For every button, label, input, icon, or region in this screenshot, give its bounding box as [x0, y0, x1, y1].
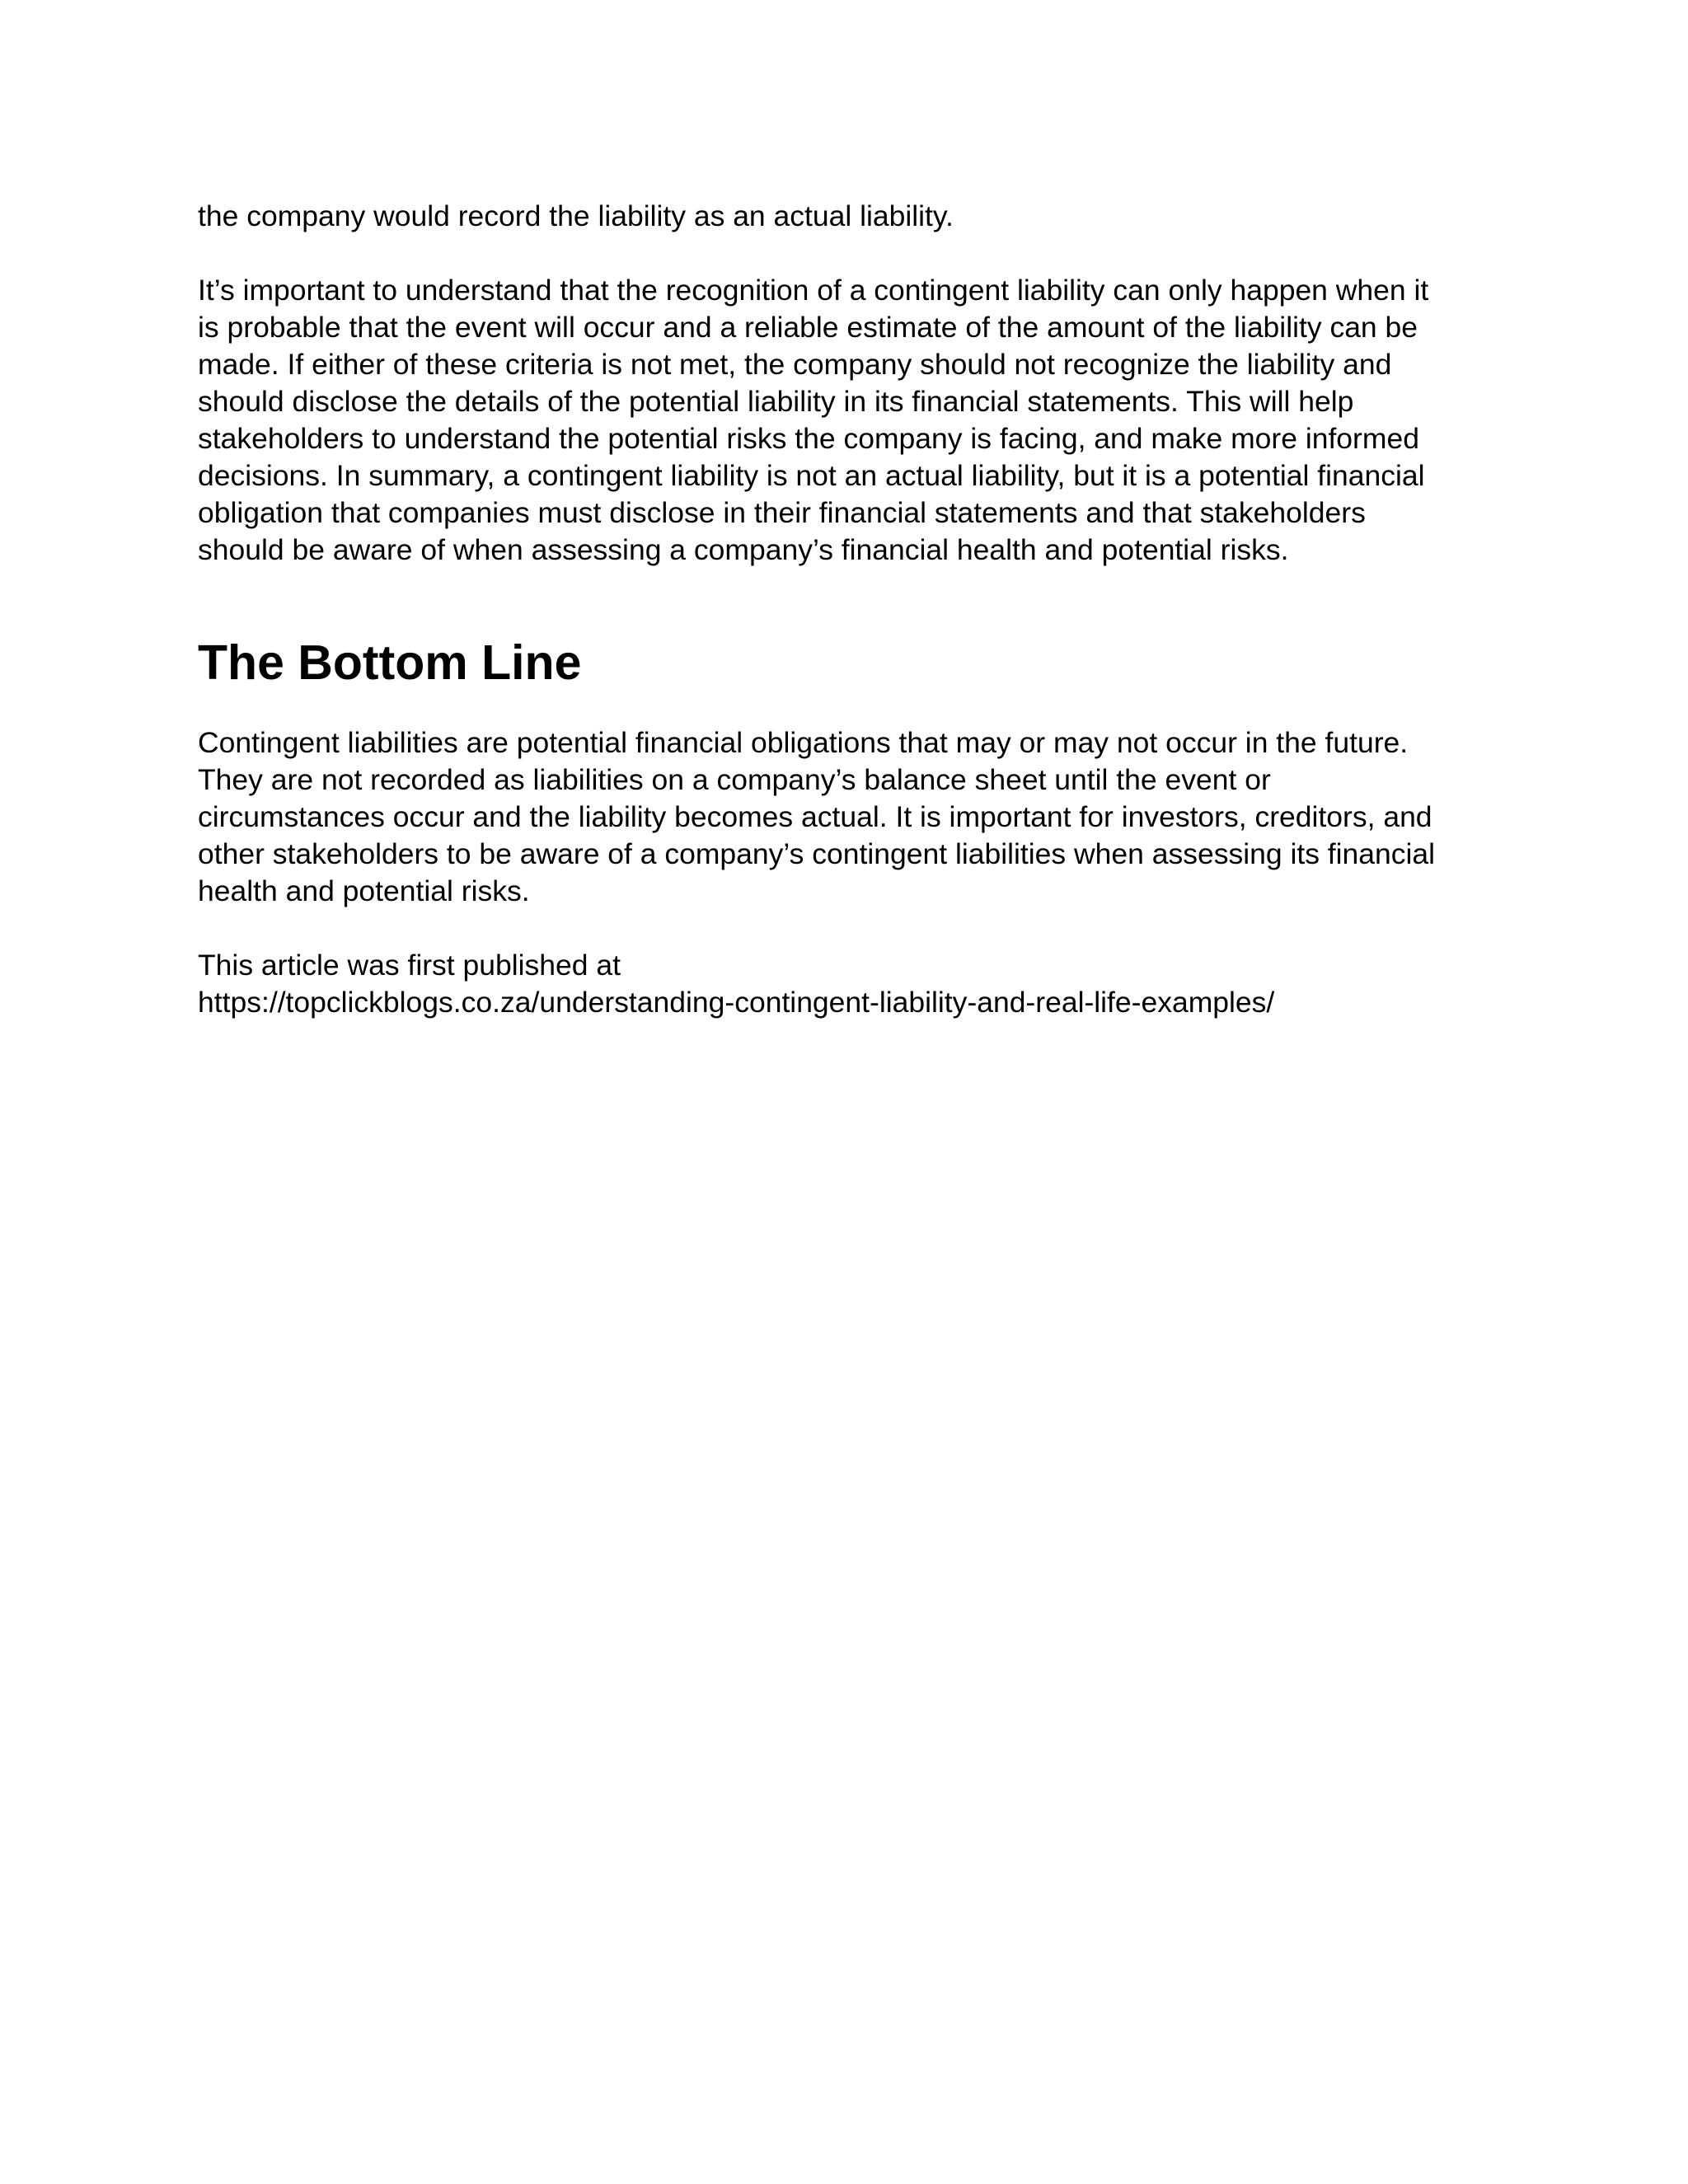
paragraph-intro: the company would record the liability as an actual liability.: [198, 199, 954, 232]
document-page: [198, 198, 1500, 1021]
paragraph-summary: Contingent liabilities are potential financial obligations that may or may not occur in the future. They are not recorded as liabilities on a company’s balance sheet until the event or circumstances occur and the liability becomes actual. It is important for investors, creditors, and other stakeholders to be aware of a company’s contingent liabilities when assessing its financial health and potential risks.: [198, 726, 1436, 907]
source-note: [198, 947, 1500, 1021]
source-label: This article was first published at: [198, 949, 621, 982]
paragraph-recognition: It’s important to understand that the recognition of a contingent liability can only happen when it is probable that the event will occur and a reliable estimate of the amount of the liability can be made. If either of these criteria is not met, the company should not recognize the liability and should disclose the details of the potential liability in its financial statements. This will help stakeholders to understand the potential risks the company is facing, and make more informed decisions. In summary, a contingent liability is not an actual liability, but it is a potential financial obligation that companies must disclose in their financial statements and that stakeholders should be aware of when assessing a company’s financial health and potential risks.: [198, 274, 1429, 566]
section-heading: The Bottom Line: [198, 635, 582, 690]
source-url: https://topclickblogs.co.za/understanding-contingent-liability-and-real-life-examples/: [198, 986, 1275, 1019]
